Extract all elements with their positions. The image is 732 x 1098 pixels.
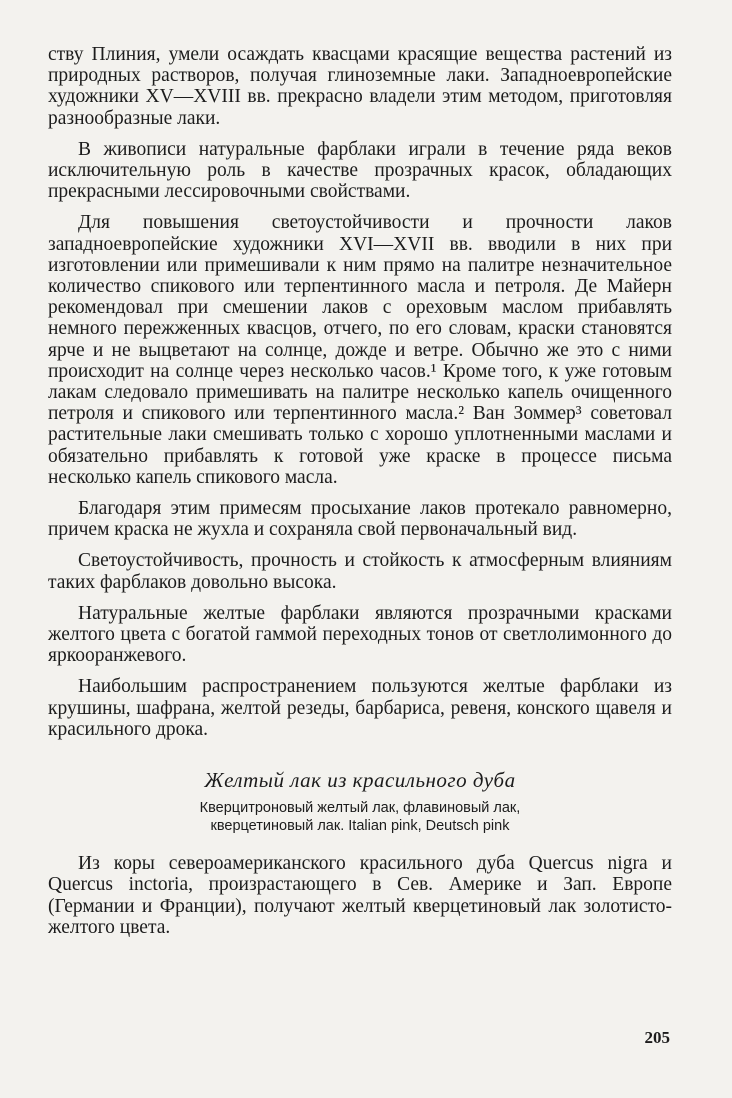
page-number: 205 — [644, 1028, 670, 1047]
synonyms-line-2: кверцетиновый лак. Italian pink, Deutsch pink — [210, 818, 510, 835]
paragraph-natural-lakes-role: В живописи натуральные фарблаки играли в течение ряда веков исключительную роль в качестве прозрачных красок, обладающих прекрасными лессировочными свойствами. — [48, 138, 672, 203]
paragraph-lightfastness: Для повышения светоустойчивости и прочности лаков западноевропейские художники XVI—XVII вв. вводили в них при изготовлении или примешивали к ним прямо на палитре незначительное количество спикового или терпентинного масла и петроля. Де Майерн рекомендовал при смешении лаков с ореховым маслом прибавлять немного пережженных квасцов, отчего, по его словам, краски становятся ярче и не выцветают на солнце, дожде и ветре. Обычно же это с ними происходит на солнце через несколько часов.¹ Кроме того, к уже готовым лакам следовало примешивать на палитре несколько капель очищенного петроля и спикового или терпентинного масла.² Ван Зоммер³ советовал растительные лаки смешивать только с хорошо уплотненными маслами и обязательно прибавлять к готовой уже краске в процессе письма несколько капель спикового масла. — [48, 212, 672, 488]
paragraph-pliny-continuation: ству Плиния, умели осаждать квасцами красящие вещества растений из природных растворов, получая глиноземные лаки. Западноевропейские художники XV—XVIII вв. прекрасно владели этим методом, приготовляя разнообразные лаки. — [48, 44, 672, 129]
paragraph-sources: Наибольшим распространением пользуются желтые фарблаки из крушины, шафрана, желтой резеды, барбариса, ревеня, конского щавеля и красильного дрока. — [48, 676, 672, 740]
paragraph-yellow-lakes: Натуральные желтые фарблаки являются прозрачными красками желтого цвета с богатой гаммой переходных тонов от светлолимонного до яркооранжевого. — [48, 602, 672, 667]
section-title: Желтый лак из красильного дуба — [204, 768, 516, 793]
paragraph-additives-drying: Благодаря этим примесям просыхание лаков протекало равномерно, причем краска не жухла и сохраняла свой первоначальный вид. — [48, 498, 672, 541]
paragraph-durability: Светоустойчивость, прочность и стойкость к атмосферным влияниям таких фарблаков довольно высока. — [48, 550, 672, 593]
page-body — [48, 44, 672, 938]
section-synonyms — [48, 799, 672, 835]
synonyms-line-1: Кверцитроновый желтый лак, флавиновый лак, — [199, 800, 521, 817]
paragraph-oak-bark: Из коры североамериканского красильного дуба Quercus nigra и Quercus inctoria, произрастающего в Сев. Америке и Зап. Европе (Германии и Франции), получают желтый кверцетиновый лак золотисто-желтого цвета. — [48, 853, 672, 938]
